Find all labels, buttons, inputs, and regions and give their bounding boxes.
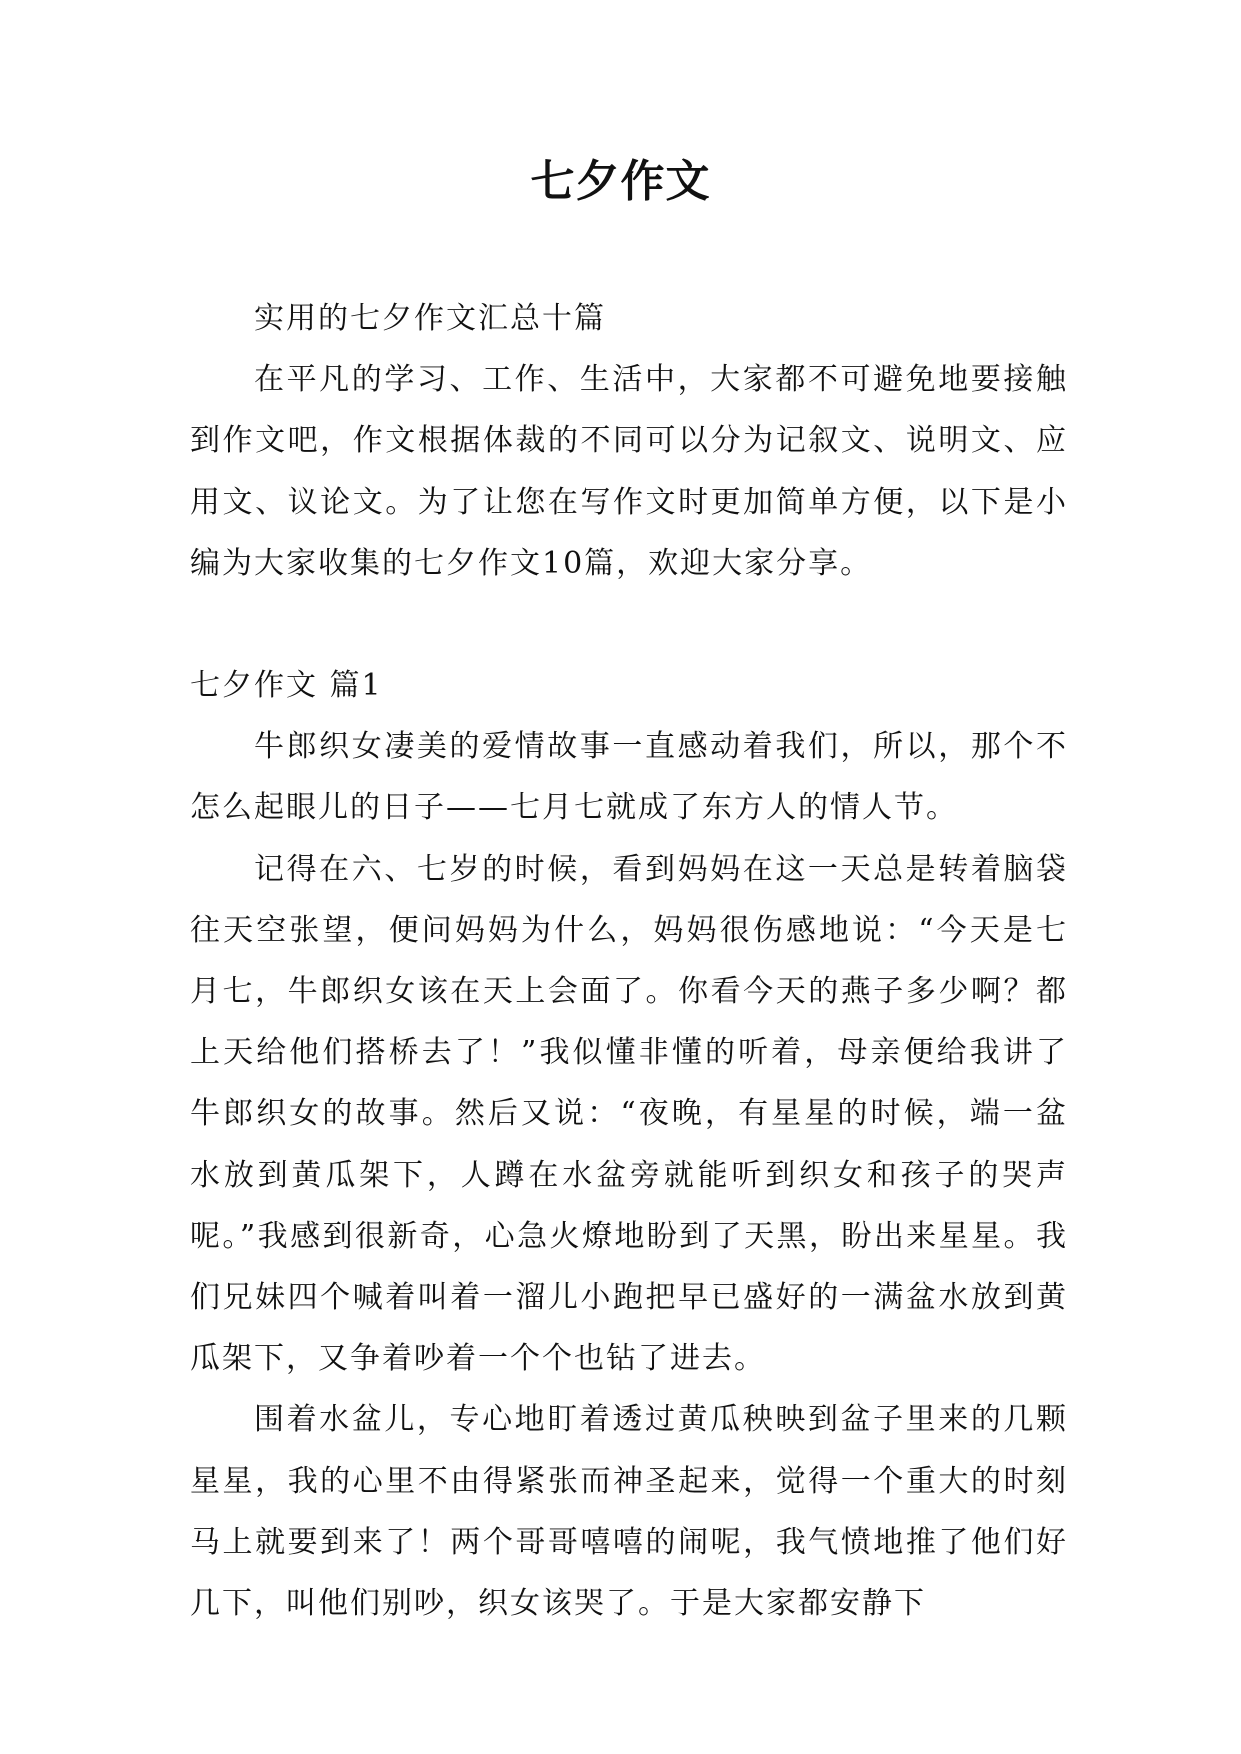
- document-title: 七夕作文: [530, 156, 711, 207]
- section-spacer: [190, 594, 1068, 655]
- section-paragraph-1: 牛郎织女凄美的爱情故事一直感动着我们，所以，那个不怎么起眼儿的日子——七月七就成了东方人的情人节。: [190, 729, 1068, 826]
- section-heading: 七夕作文 篇1: [190, 668, 383, 704]
- section-paragraph-3: 围着水盆儿，专心地盯着透过黄瓜秧映到盆子里来的几颗星星，我的心里不由得紧张而神圣起来，觉得一个重大的时刻马上就要到来了！两个哥哥嘻嘻的闹呢，我气愤地推了他们好几下，叫他们别吵，织女该哭了。于是大家都安静下: [190, 1402, 1068, 1622]
- intro-subtitle: 实用的七夕作文汇总十篇: [254, 301, 606, 336]
- section-paragraph-2: 记得在六、七岁的时候，看到妈妈在这一天总是转着脑袋往天空张望，便问妈妈为什么，妈妈很伤感地说：“今天是七月七，牛郎织女该在天上会面了。你看今天的燕子多少啊？都上天给他们搭桥去了！”我似懂非懂的听着，母亲便给我讲了牛郎织女的故事。然后又说：“夜晚，有星星的时候，端一盆水放到黄瓜架下，人蹲在水盆旁就能听到织女和孩子的哭声呢。”我感到很新奇，心急火燎地盼到了天黑，盼出来星星。我们兄妹四个喊着叫着一溜儿小跑把早已盛好的一满盆水放到黄瓜架下，又争着吵着一个个也钻了进去。: [190, 851, 1068, 1377]
- intro-paragraph: 在平凡的学习、工作、生活中，大家都不可避免地要接触到作文吧，作文根据体裁的不同可以分为记叙文、说明文、应用文、议论文。为了让您在写作文时更加简单方便，以下是小编为大家收集的七夕作文10篇，欢迎大家分享。: [190, 362, 1068, 581]
- document-body: [190, 288, 1068, 1634]
